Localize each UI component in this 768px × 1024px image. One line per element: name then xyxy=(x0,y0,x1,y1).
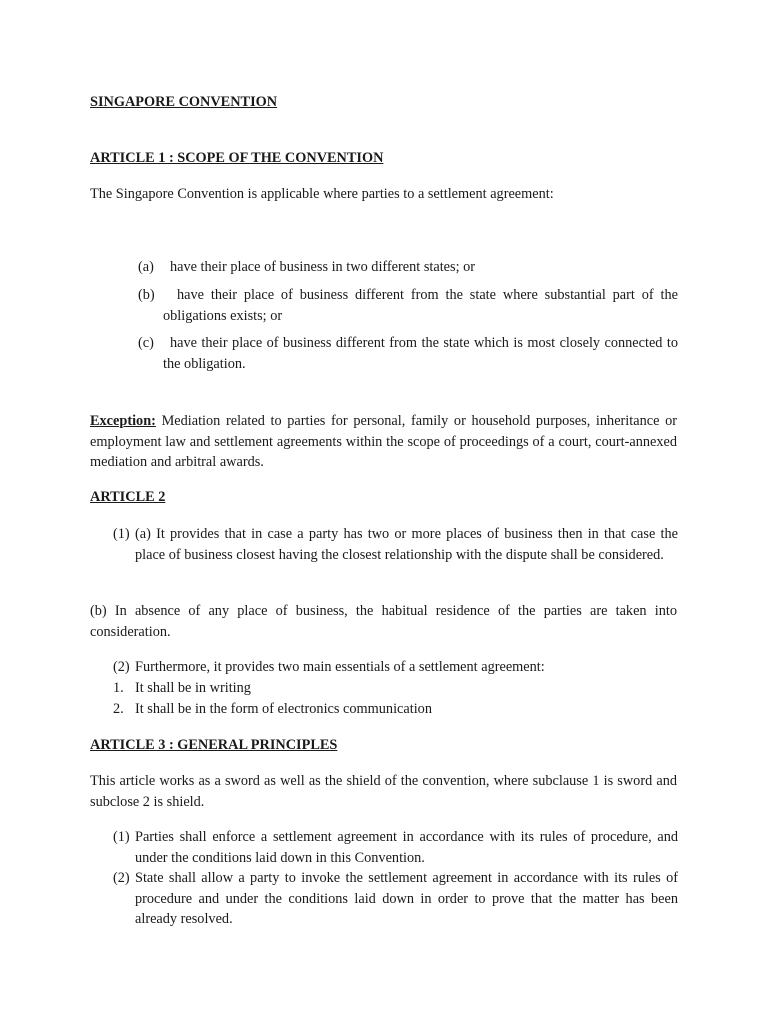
list-item-text: have their place of business different from the state where substantial part of the obligations exists; or xyxy=(163,287,678,324)
list-marker: (1) xyxy=(113,829,130,845)
document-title: SINGAPORE CONVENTION xyxy=(90,94,278,110)
list-item-text: have their place of business different from the state which is most closely connected to the obligation. xyxy=(163,335,678,372)
list-marker: (1) xyxy=(113,526,130,542)
article-3-item-2 xyxy=(113,868,678,930)
list-item-text: State shall allow a party to invoke the settlement agreement in accordance with its rules of procedure and under the conditions laid down in order to prove that the matter has been already resolved. xyxy=(135,870,678,927)
article-3-intro: This article works as a sword as well as the shield of the convention, where subclause 1 is sword and subclose 2 is shield. xyxy=(90,773,677,810)
article-1-item-a xyxy=(138,257,678,278)
list-item-text: It shall be in writing xyxy=(135,680,251,696)
list-marker: (2) xyxy=(113,659,130,675)
article-2-para-b: (b) In absence of any place of business, the habitual residence of the parties are taken into consideration. xyxy=(90,603,677,640)
list-item-text: It shall be in the form of electronics communication xyxy=(135,701,432,717)
article-2-item-2 xyxy=(113,657,678,678)
essential-2 xyxy=(113,699,678,720)
list-marker: (2) xyxy=(113,870,130,886)
article-1-exception xyxy=(90,411,677,473)
list-item-text: (a) It provides that in case a party has two or more places of business then in that case the place of business closest having the closest relationship with the dispute shall be considered. xyxy=(135,526,678,563)
exception-label: Exception: xyxy=(90,413,156,429)
list-marker: (a) xyxy=(138,259,154,275)
list-marker: 1. xyxy=(113,680,124,696)
list-item-text: have their place of business in two different states; or xyxy=(170,259,476,275)
list-marker: (b) xyxy=(138,287,155,303)
article-1-item-b xyxy=(138,285,678,326)
article-1-heading: ARTICLE 1 : SCOPE OF THE CONVENTION xyxy=(90,150,384,166)
article-3-item-1 xyxy=(113,827,678,868)
article-2-item-1 xyxy=(113,524,678,565)
article-2-heading: ARTICLE 2 xyxy=(90,489,166,505)
essential-1 xyxy=(113,678,678,699)
article-3-heading: ARTICLE 3 : GENERAL PRINCIPLES xyxy=(90,737,338,753)
exception-text: Mediation related to parties for personal, family or household purposes, inheritance or employment law and settlement agreements within the scope of proceedings of a court, court-annexed mediation and arbitral awards. xyxy=(90,413,677,470)
article-1-item-c xyxy=(138,333,678,374)
list-marker: (c) xyxy=(138,335,154,351)
list-item-text: Parties shall enforce a settlement agreement in accordance with its rules of procedure, and under the conditions laid down in this Convention. xyxy=(135,829,678,866)
list-marker: 2. xyxy=(113,701,124,717)
article-1-intro: The Singapore Convention is applicable where parties to a settlement agreement: xyxy=(90,186,554,202)
list-item-text: Furthermore, it provides two main essentials of a settlement agreement: xyxy=(135,659,545,675)
